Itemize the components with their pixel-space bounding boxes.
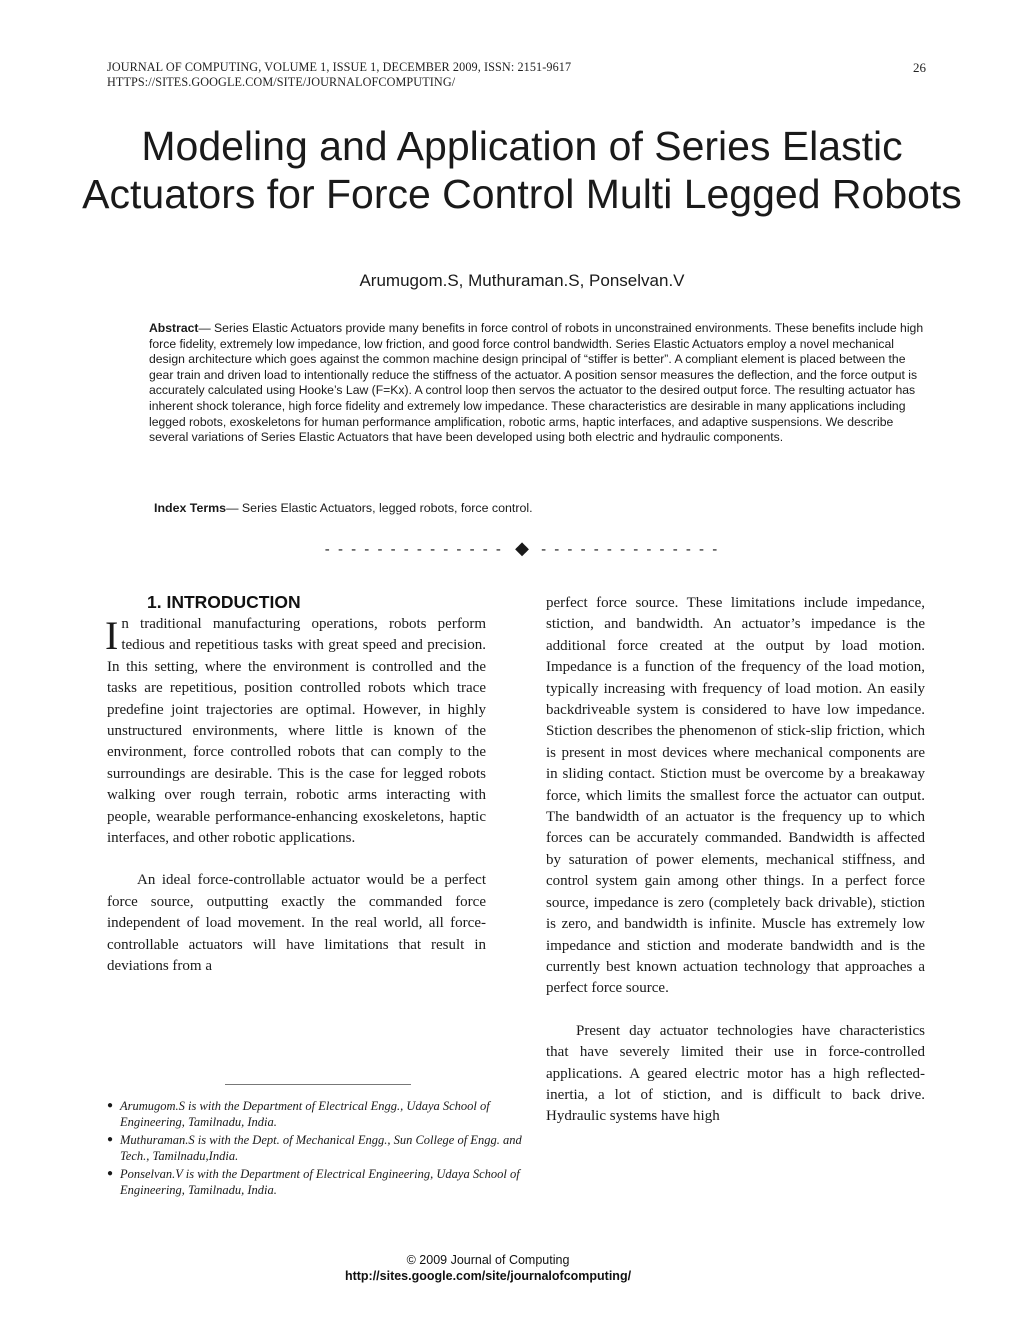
footnote-text: Ponselvan.V is with the Department of Electrical Engineering, Udaya School of Engineering, Tamilnadu, India.: [120, 1167, 520, 1197]
journal-url: HTTPS://SITES.GOOGLE.COM/SITE/JOURNALOFCOMPUTING/: [107, 75, 456, 89]
author-affiliations: [107, 1098, 527, 1200]
bullet-icon: ●: [107, 1168, 114, 1179]
divider-dashes-right: - - - - - - - - - - - - - -: [541, 541, 720, 558]
intro-paragraph-1-text: n traditional manufacturing operations, robots perform tedious and repetitious tasks with great speed and precision. In this setting, where the environment is controlled and the tasks are repetitious, position controlled robots which trace predefine joint trajectories are optimal. However, in highly unstructured environments, where little is known of the environment, force controlled robots that can comply to the surroundings are desirable. This is the case for legged robots walking over rough terrain, robotic arms interacting with people, wearable performance-enhancing exoskeletons, haptic interfaces, and other robotic applications.: [107, 616, 486, 847]
bullet-icon: ●: [107, 1100, 114, 1111]
index-terms-dash: —: [226, 501, 242, 515]
drop-cap: I: [105, 613, 119, 658]
right-column: [546, 593, 925, 1128]
footnote-text: Muthuraman.S is with the Dept. of Mechanical Engg., Sun College of Engg. and Tech., Tamilnadu,India.: [120, 1133, 522, 1163]
page-footer: [0, 1252, 976, 1284]
journal-line: JOURNAL OF COMPUTING, VOLUME 1, ISSUE 1, DECEMBER 2009, ISSN: 2151-9617: [107, 60, 572, 74]
abstract-text: Series Elastic Actuators provide many benefits in force control of robots in unconstrained environments. These benefits include high force fidelity, extremely low impedance, low friction, and good force control bandwidth. Series Elastic Actuators employ a novel mechanical design architecture which goes against the common machine design principal of “stiffer is better”. A compliant element is placed between the gear train and driven load to intentionally reduce the stiffness of the actuator. A position sensor measures the deflection, and the force output is accurately calculated using Hooke’s Law (F=Kx). A control loop then servos the actuator to the desired output force. The resulting actuator has inherent shock tolerance, high force fidelity and extremely low impedance. These characteristics are desirable in many applications including legged robots, exoskeletons for human performance amplification, robotic arms, haptic interfaces, and adaptive suspensions. We describe several variations of Series Elastic Actuators that have been developed using both electric and hydraulic components.: [149, 321, 924, 445]
abstract-dash: —: [198, 321, 215, 335]
footnote-rule: [225, 1084, 411, 1085]
footer-url[interactable]: http://sites.google.com/site/journalofcomputing/: [344, 1269, 632, 1283]
section-heading-introduction: 1. INTRODUCTION: [147, 592, 301, 612]
index-terms-label: Index Terms: [154, 501, 227, 515]
footnote-text: Arumugom.S is with the Department of Electrical Engg., Udaya School of Engineering, Tamilnadu, India.: [120, 1099, 490, 1129]
intro-paragraph-2: An ideal force-controllable actuator would be a perfect force source, outputting exactly the commanded force independent of load movement. In the real world, all force-controllable actuators will have limitations that result in deviations from a: [107, 872, 486, 975]
footnote-item: [107, 1132, 527, 1164]
left-column: [107, 590, 486, 978]
diamond-icon: ◆: [515, 538, 529, 558]
intro-paragraph-4: Present day actuator technologies have characteristics that have severely limited their use in force-controlled applications. A geared electric motor has a high reflected-inertia, a lot of stiction, and is difficult to back drive. Hydraulic systems have high: [546, 1022, 925, 1125]
divider-dashes-left: - - - - - - - - - - - - - -: [324, 541, 503, 558]
index-terms-text: Series Elastic Actuators, legged robots, force control.: [241, 501, 533, 515]
page-number: 26: [913, 60, 926, 75]
footnote-item: [107, 1098, 527, 1130]
index-terms: [154, 501, 914, 515]
section-divider: [0, 538, 1024, 559]
abstract: [149, 321, 927, 446]
intro-paragraph-3: perfect force source. These limitations include impedance, stiction, and bandwidth. An actuator’s impedance is the additional force created at the output by load motion. Impedance is a function of the frequency of the load motion, typically increasing with frequency of load motion. An easily backdriveable system is considered to have low impedance. Stiction describes the phenomenon of stick-slip friction, which is present in most devices where mechanical components are in sliding contact. Stiction must be overcome by a breakaway force, which limits the smallest force the actuator can output. The bandwidth of an actuator is the frequency up to which forces can be accurately commanded. Bandwidth is affected by saturation of power elements, mechanical stiffness, and control system gain among other things. In a perfect force source, impedance is zero (completely back drivable), stiction is zero, and bandwidth is infinite. Muscle has extremely low impedance and stiction and moderate bandwidth and is the currently best known actuation technology that approaches a perfect force source.: [546, 595, 925, 997]
intro-paragraph-1: [107, 614, 486, 849]
abstract-label: Abstract: [149, 321, 199, 335]
footnote-item: [107, 1166, 527, 1198]
bullet-icon: ●: [107, 1134, 114, 1145]
running-header: [107, 60, 927, 90]
copyright-notice: © 2009 Journal of Computing: [406, 1253, 570, 1267]
paper-title: Modeling and Application of Series Elastic Actuators for Force Control Multi Legged Robots: [82, 123, 962, 217]
author-list: Arumugom.S, Muthuraman.S, Ponselvan.V: [359, 271, 685, 290]
